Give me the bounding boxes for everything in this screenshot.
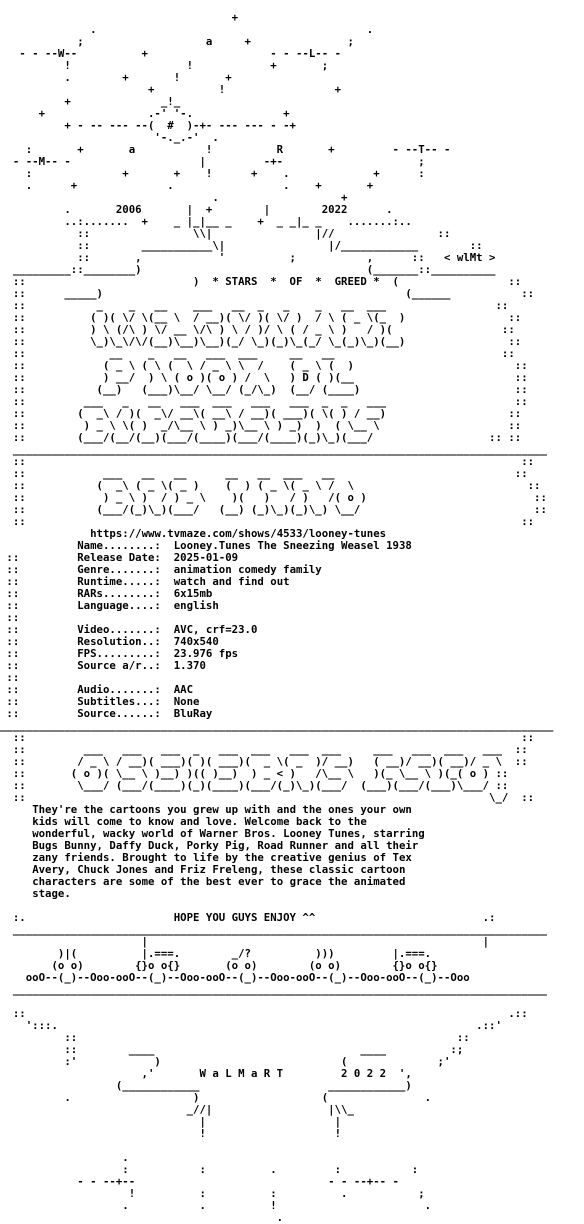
plot-text: stage. [32,887,71,900]
art-line: (____________ ____________) [0,1079,412,1092]
logo-line: :: ___ __ __ __ __ ___ __ :: [0,467,528,480]
logo-line: :: ( o )( \__ \ )__) )(( )__) ) _ < ) /\__ \ )(_ \__ \ )(_( o ) :: [0,767,509,780]
logo-line: :: \_)\_\/\/(__)\__)\__)(_/ \_)(_)\_(_/ \_(_)\_)(__) :: [0,335,522,348]
art-line: ; a + ; [0,35,354,48]
info-row-source: :: Source......: BluRay [0,707,213,720]
info-row-source-ar: :: Source a/r..: 1.370 [0,659,206,672]
art-line: : : . : : [0,1163,419,1176]
art-line: | | [0,1115,342,1128]
art-line: . . [0,23,374,36]
info-value: 2025-01-09 [173,551,239,564]
info-row-language: :: Language....: english [0,599,219,612]
tvmaze-url[interactable]: https://www.tvmaze.com/shows/4533/looney-tunes [90,527,387,540]
art-line: . ) ( . [0,1091,432,1104]
logo-line: :: \_/ :: [0,791,535,804]
info-row-resolution: :: Resolution..: 740x540 [0,635,219,648]
logo-line: :: \___/ (___/(____)(_)(____)(___/(_)\_)(___/ (___)(___/(___)\___/ :: [0,779,509,792]
logo-line: :: ) __/ ) \ ( o )( o ) / \ ) D ( )(__ :: [0,371,528,384]
info-value: 740x540 [173,635,219,648]
art-line: _//| |\\_ [0,1103,354,1116]
art-line: ___________________________________________________________________________________ [0,923,547,936]
info-label: Resolution..: [77,635,161,648]
logo-line: :: ) \ (/\ ) \/ __ \/\ ) \ / )/ \ ( / _ \ ) / )( :: [0,323,515,336]
art-line: . . ! . [0,1199,432,1212]
art-line: + _!_ [0,95,181,108]
plot-text: wonderful, wacky world of Warner Bros. Looney Tunes, starring [32,827,425,840]
art-line-signature: :: , ' ; , :: < wlMt > [0,251,496,264]
info-label: RARs........: [77,587,161,600]
art-line: :: ____ ____ :; [0,1043,464,1056]
logo-line: :: ( _\ / )( _\/ __\( __\ / __)( ___)( \( ) / __) :: [0,407,522,420]
plot-text: They're the cartoons you grew up with and the ones your own [32,803,412,816]
info-label: FPS.........: [77,647,161,660]
plot-line [0,876,584,888]
art-line: :: :: [0,1031,470,1044]
art-line: :: \\| |// :: [0,227,451,240]
logo-line: :: ___ _ __ ___ ___ ___ ___ _ _ ___ :: [0,395,528,408]
logo-line: :: (__) (___)\__/ \__/ (_/\_) (__/ (____) :: [0,383,528,396]
info-label: Video.......: [77,623,161,636]
plot-line [0,888,584,900]
info-value: animation comedy family [173,563,322,576]
info-row-subtitles: :: Subtitles...: None [0,695,200,708]
art-line: . [0,1151,129,1164]
art-line: . + . . + + [0,179,374,192]
art-line: . + [0,191,348,204]
art-line: :: _____) (______ :: [0,287,535,300]
logo-line: :: :: [0,455,535,468]
info-row-genre: :: Genre.......: animation comedy family [0,563,322,576]
info-label: Name........: [77,539,161,552]
art-line: :' ) ( ;' [0,1055,451,1068]
art-line: :: ___________\| |/____________ :: [0,239,483,252]
info-row-video: :: Video.......: AVC, crf=23.0 [0,623,258,636]
info-label: Genre.......: [77,563,161,576]
enjoy-line: :. HOPE YOU GUYS ENJOY ^^ .: [0,911,496,924]
plot-text: zany friends. Brought to life by the creative genius of Tex [32,851,412,864]
art-line: : + a ! R + - --T-- - [0,143,451,156]
divider-line: ___________________________________________________________________________________ [0,443,547,456]
info-label: Runtime.....: [77,575,161,588]
plot-text: Avery, Chuck Jones and Friz Freleng, these classic cartoon [32,863,406,876]
logo-line: :: (___/(__/(__)(___/(____)(___/(____)(_)\_)(___/ :: :: [0,431,522,444]
plot-text: kids will come to know and love. Welcome back to the [32,815,367,828]
art-line: . [0,1211,284,1224]
art-line: + [0,11,239,24]
logo-line: :: ( _\ ( _ \( _ ) ( ) ( _ \( _ \ / \ :: [0,479,541,492]
art-line-years: . 2006 | + | 2022 . [0,203,393,216]
info-label: Source a/r..: [77,659,161,672]
logo-line: :: :: [0,731,535,744]
logo-line: :: ( )( \/ \(__ \ / __)( \/ )( \/ ) / \ ( _ \(_ ) :: [0,311,522,324]
stars-of-greed-banner: :: ) * STARS * OF * GREED * ( :: [0,275,522,288]
info-value: Looney.Tunes The Sneezing Weasel 1938 [173,539,412,552]
plot-text: characters are some of the best ever to grace the animated [32,875,406,888]
logo-line: :: ( _ \ ( \ ( \ / _ \ \ / ( _ \ ( ) :: [0,359,528,372]
art-line: - - --W-- + - - --L-- - [0,47,342,60]
logo-line: :: (___/(_)\_)(___/ (__) (_)\_)(_)\_) \__/ :: [0,503,547,516]
info-value: 6x15mb [173,587,213,600]
art-line: ___________________________________________________________________________________ [0,983,547,996]
art-line: ! : : . ; [0,1187,425,1200]
art-line: ..:....... + _ |_|__ _ + _ _|_ _ .......:.. [0,215,412,228]
info-label: Audio.......: [77,683,161,696]
info-value: None [173,695,200,708]
info-label: Subtitles...: [77,695,161,708]
info-value: 1.370 [173,659,206,672]
info-row-runtime: :: Runtime.....: watch and find out [0,575,290,588]
info-value: AVC, crf=23.0 [173,623,258,636]
art-line: | | [0,935,490,948]
info-value: AAC [173,683,194,696]
info-label: Source......: [77,707,161,720]
spacer-line: :: [0,671,20,684]
logo-line: :: ) _ \ ) / ) _ \ )( ) / ) /( o ) :: [0,491,547,504]
art-line: + .-' '-. + [0,107,290,120]
logo-line: :: :: [0,515,535,528]
art-line: . + ! + [0,71,232,84]
art-line: :: .:: [0,1007,528,1020]
art-line: (o o) {}o o{} (o o) (o o) {}o o{} [0,959,438,972]
art-line: ! ! [0,1127,342,1140]
info-row-audio: :: Audio.......: AAC [0,683,194,696]
walmart-signature: ,' W a L M a R T 2 0 2 2 ', [0,1067,412,1080]
art-line: + ! + [0,83,342,96]
art-line: : + + ! + . + : [0,167,425,180]
info-row-release: :: Release Date: 2025-01-09 [0,551,239,564]
info-row-rars: :: RARs........: 6x15mb [0,587,213,600]
art-line: ooO--(_)--Ooo-ooO--(_)--Ooo-ooO--(_)--Ooo-ooO--(_)--Ooo-ooO--(_)--Ooo [0,971,470,984]
info-row-fps: :: FPS.........: 23.976 fps [0,647,239,660]
logo-line: :: _ _ __ ___ __ _ _ _ __ ___ :: [0,299,509,312]
logo-line: :: / _ \ / __)( ___)( )( ___)( _ \( _ )/ __) ( __)/ __)( __)/ _ \ :: [0,755,528,768]
art-line: _________::________) (_______::__________ [0,263,496,276]
divider-line: ______________________________________________________________________________________ [0,719,554,732]
art-line: - - --+-- - - --+-- - [0,1175,399,1188]
info-label: Release Date: [77,551,161,564]
logo-line: :: ) _ \ \( ) _/\__ \ ) _)\__ \ ) _) ) ( \__ \ :: [0,419,522,432]
info-value: english [173,599,219,612]
art-line: + - -- --- --( # )-+- --- --- - -+ [0,119,296,132]
info-value: 23.976 fps [173,647,239,660]
art-line: ':::. .::' [0,1019,502,1032]
logo-line: :: __ _ __ ___ ___ __ __ :: [0,347,515,360]
info-value: watch and find out [173,575,290,588]
spacer-line: :: [0,611,20,624]
plot-text: Bugs Bunny, Daffy Duck, Porky Pig, Road Runner and all their [32,839,419,852]
art-line: '-._.-' . [0,131,219,144]
info-value: BluRay [173,707,213,720]
logo-line: :: ___ ___ ___ _ ___ ___ ___ ___ ___ ___ ___ ___ :: [0,743,528,756]
art-line: ! ! + ; [0,59,329,72]
info-label: Language....: [77,599,161,612]
art-line: )|( |.===. _/? ))) |.===. [0,947,432,960]
art-line: - --M-- - | -+- ; [0,155,425,168]
